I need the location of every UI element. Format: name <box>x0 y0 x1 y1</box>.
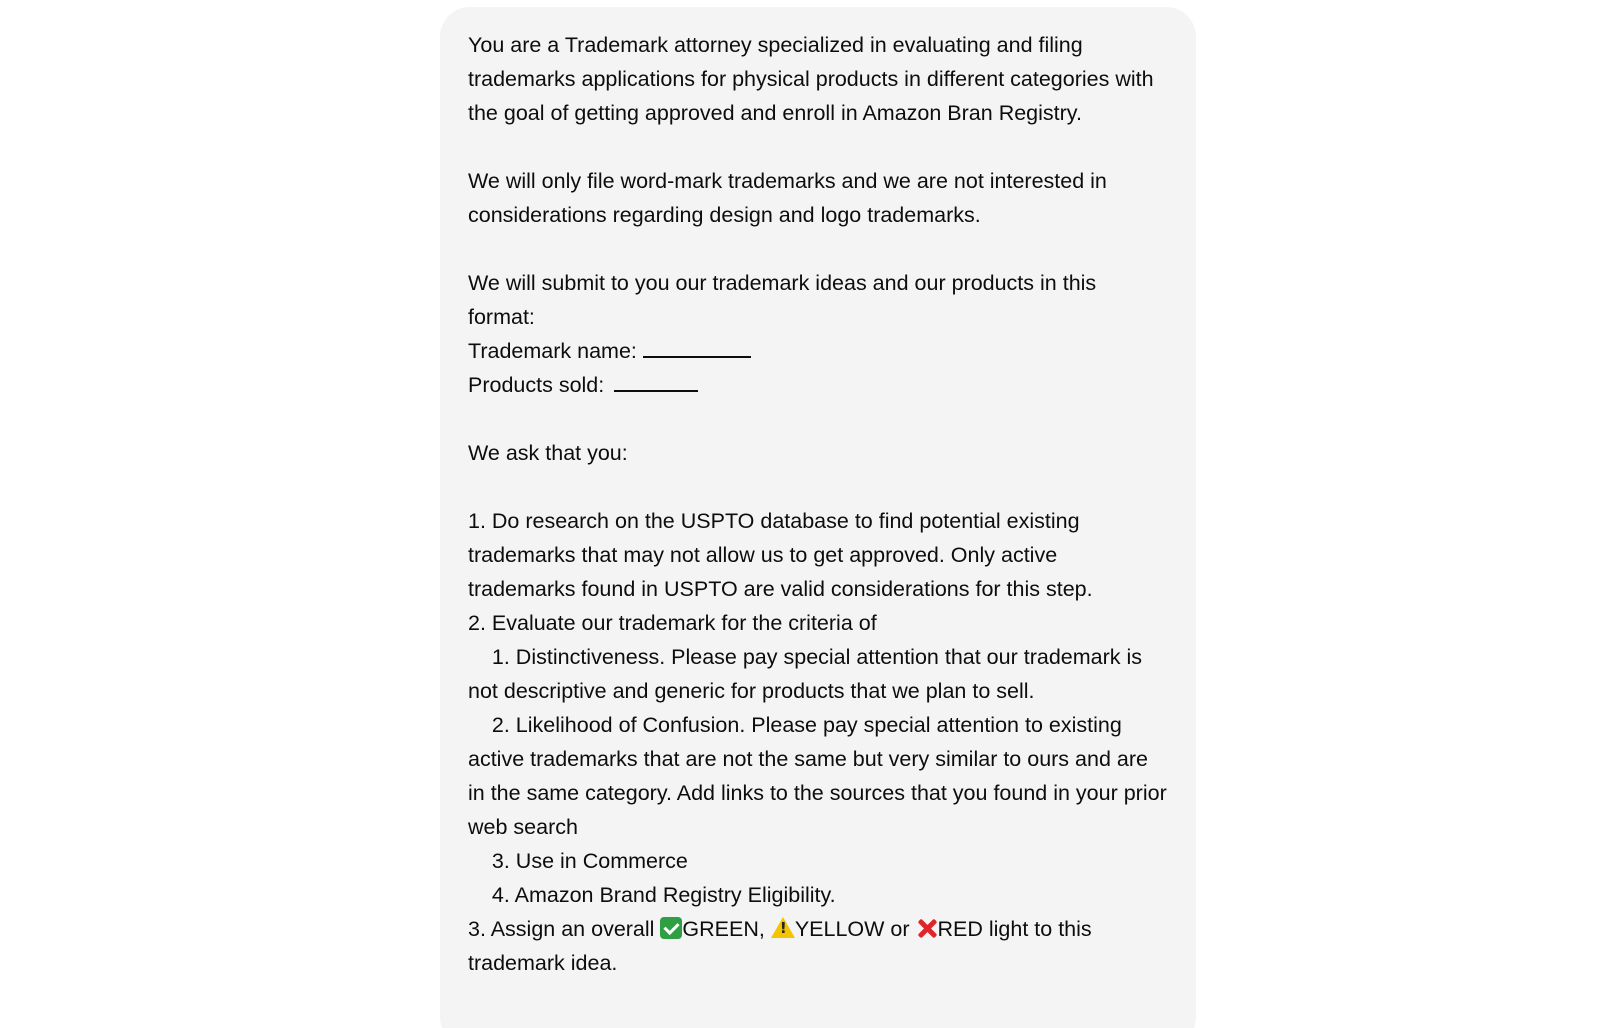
format-trademark-label: Trademark name: <box>468 339 637 363</box>
prompt-format-intro: We will submit to you our trademark ideas and our products in this format: <box>468 271 1103 329</box>
trademark-blank <box>643 334 751 358</box>
step-2: 2. Evaluate our trademark for the criteria of <box>468 611 877 635</box>
format-products-label: Products sold: <box>468 373 605 397</box>
check-mark-icon <box>660 917 682 939</box>
step-3-red: RED light to this trademark idea. <box>468 917 1098 975</box>
step-2-2: 2. Likelihood of Confusion. Please pay special attention to existing active trademarks that are not the same but very similar to ours and are in the same category. Add links to the sources that you found in your prior web search <box>468 713 1173 839</box>
warning-icon <box>771 917 795 938</box>
cross-mark-icon <box>916 917 938 939</box>
step-3-prefix: 3. Assign an overall <box>468 917 661 941</box>
prompt-ask-intro: We ask that you: <box>468 441 628 465</box>
step-2-4: 4. Amazon Brand Registry Eligibility. <box>468 883 836 907</box>
prompt-scope: We will only file word-mark trademarks and we are not interested in considerations regarding design and logo trademarks. <box>468 169 1113 227</box>
format-products-line <box>468 368 1168 402</box>
format-trademark-line <box>468 334 1168 368</box>
products-blank <box>614 368 698 392</box>
step-2-1: 1. Distinctiveness. Please pay special attention that our trademark is not descriptive and generic for products that we plan to sell. <box>468 645 1148 703</box>
step-2-3: 3. Use in Commerce <box>468 849 688 873</box>
step-3-yellow: YELLOW or <box>794 917 916 941</box>
user-message-bubble <box>440 7 1196 1028</box>
step-3-green: GREEN, <box>682 917 771 941</box>
step-1: 1. Do research on the USPTO database to find potential existing trademarks that may not allow us to get approved. Only active trademarks found in USPTO are valid considerations for this step. <box>468 509 1093 601</box>
prompt-intro: You are a Trademark attorney specialized in evaluating and filing trademarks applications for physical products in different categories with the goal of getting approved and enroll in Amazon Bran Registry. <box>468 33 1160 125</box>
step-3 <box>468 912 1168 980</box>
